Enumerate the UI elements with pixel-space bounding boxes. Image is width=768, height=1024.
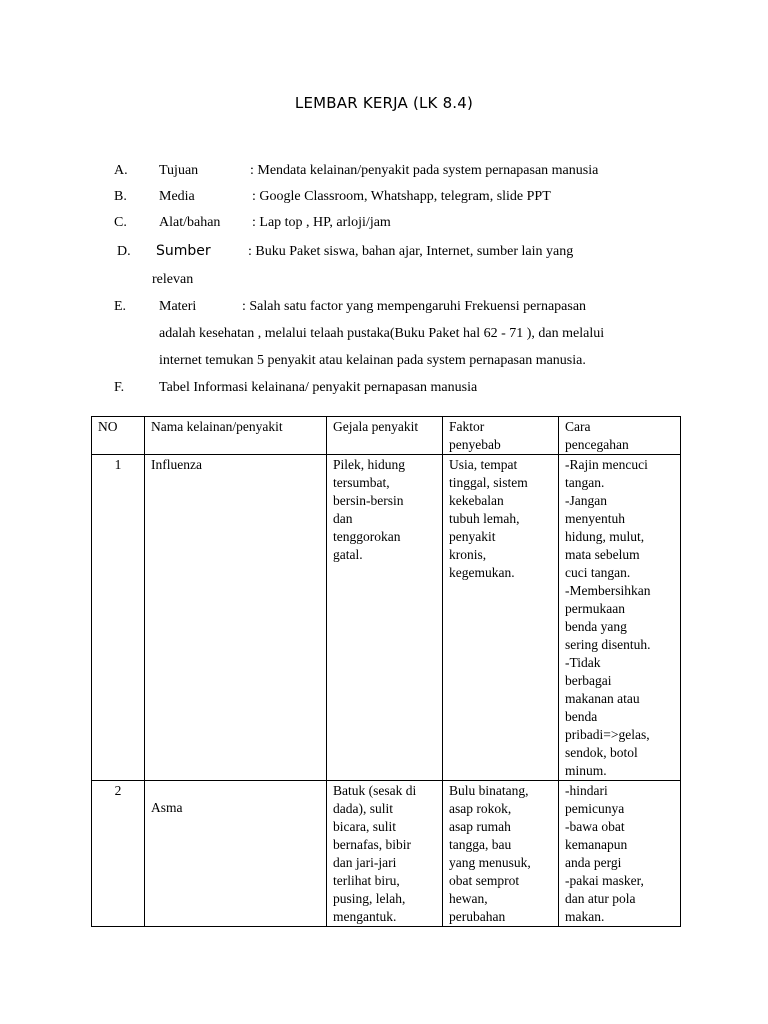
cell-line: kemanapun [565,837,628,852]
cell-line: hewan, [449,891,488,906]
section-value: : Mendata kelainan/penyakit pada system pernapasan manusia [250,163,599,178]
cell-line: perubahan [449,909,506,924]
cell-line: benda [565,709,598,724]
cell-line: asap rumah [449,819,511,834]
cell-no: 2 [92,781,145,927]
cell-line: benda yang [565,619,627,634]
header-no: NO [92,417,145,455]
cell-line: terlihat biru, [333,873,400,888]
cell-line: kegemukan. [449,565,515,580]
section-letter: F. [114,380,125,395]
cell-line: yang menusuk, [449,855,531,870]
section-label: Materi [159,299,197,314]
cell-line: menyentuh [565,511,625,526]
cell-line: bernafas, bibir [333,837,411,852]
cell-line: asap rokok, [449,801,512,816]
section-label: Media [159,189,195,204]
cell-line: dan atur pola [565,891,636,906]
cell-line: Pilek, hidung [333,457,406,472]
section-label: Alat/bahan [159,215,221,230]
cell-line: Usia, tempat [449,457,518,472]
cell-line: -hindari [565,783,608,798]
cell-line: sering disentuh. [565,637,651,652]
cell-cara [559,455,681,781]
section-value: : Lap top , HP, arloji/jam [252,215,391,230]
cell-line: dada), sulit [333,801,393,816]
header-faktor [443,417,559,455]
cell-line: tangga, bau [449,837,512,852]
cell-line: mengantuk. [333,909,397,924]
header-line: penyebab [449,437,501,452]
cell-line: pribadi=>gelas, [565,727,650,742]
table-row [92,455,681,781]
cell-line: makanan atau [565,691,640,706]
cell-line: dan [333,511,353,526]
cell-line: bersin-bersin [333,493,404,508]
info-table [91,416,681,927]
cell-line: pemicunya [565,801,625,816]
header-gejala: Gejala penyakit [327,417,443,455]
section-e-continuation: adalah kesehatan , melalui telaah pustaka(Buku Paket hal 62 - 71 ), dan melalui [159,326,605,341]
cell-line: tinggal, sistem [449,475,528,490]
cell-gejala [327,781,443,927]
header-nama: Nama kelainan/penyakit [145,417,327,455]
page-title: LEMBAR KERJA (LK 8.4) [294,94,474,112]
cell-line: -Rajin mencuci [565,457,648,472]
cell-line: dan jari-jari [333,855,397,870]
cell-gejala [327,455,443,781]
cell-line: minum. [565,763,607,778]
cell-line: -Membersihkan [565,583,651,598]
cell-line: -pakai masker, [565,873,644,888]
cell-line: bicara, sulit [333,819,396,834]
section-d-continuation: relevan [152,272,194,287]
cell-line: tersumbat, [333,475,390,490]
table-row [92,781,681,927]
cell-nama: Influenza [145,455,327,781]
cell-line: penyakit [449,529,496,544]
cell-faktor [443,781,559,927]
cell-line: tubuh lemah, [449,511,520,526]
header-line: Faktor [449,419,485,434]
cell-line: Bulu binatang, [449,783,529,798]
cell-line: -Tidak [565,655,601,670]
cell-line: -bawa obat [565,819,625,834]
cell-line: mata sebelum [565,547,640,562]
header-line: Cara [565,419,591,434]
section-label: Sumber [156,243,211,259]
cell-line: berbagai [565,673,612,688]
section-letter: C. [114,215,127,230]
cell-faktor [443,455,559,781]
cell-line: kekebalan [449,493,504,508]
section-label: Tujuan [159,163,199,178]
section-letter: D. [117,244,131,259]
cell-line: sendok, botol [565,745,638,760]
cell-line: tangan. [565,475,605,490]
cell-line: pusing, lelah, [333,891,406,906]
cell-line: permukaan [565,601,625,616]
cell-no: 1 [92,455,145,781]
cell-nama: Asma [145,781,327,927]
section-letter: E. [114,299,127,314]
table-header-row [92,417,681,455]
header-line: pencegahan [565,437,629,452]
section-letter: B. [114,189,127,204]
section-letter: A. [114,163,128,178]
cell-line: hidung, mulut, [565,529,645,544]
cell-line: -Jangan [565,493,607,508]
header-cara [559,417,681,455]
cell-line: makan. [565,909,605,924]
cell-line: Batuk (sesak di [333,783,417,798]
cell-line: tenggorokan [333,529,401,544]
cell-cara [559,781,681,927]
cell-line: cuci tangan. [565,565,631,580]
cell-line: kronis, [449,547,487,562]
section-value: : Google Classroom, Whatshapp, telegram, slide PPT [252,189,551,204]
cell-line: gatal. [333,547,363,562]
section-e-continuation: internet temukan 5 penyakit atau kelainan pada system pernapasan manusia. [159,353,586,368]
section-label: Tabel Informasi kelainana/ penyakit pernapasan manusia [159,380,478,395]
cell-line: obat semprot [449,873,520,888]
cell-line: anda pergi [565,855,622,870]
section-value: : Salah satu factor yang mempengaruhi Frekuensi pernapasan [242,299,587,314]
section-value: : Buku Paket siswa, bahan ajar, Internet, sumber lain yang [248,244,574,259]
